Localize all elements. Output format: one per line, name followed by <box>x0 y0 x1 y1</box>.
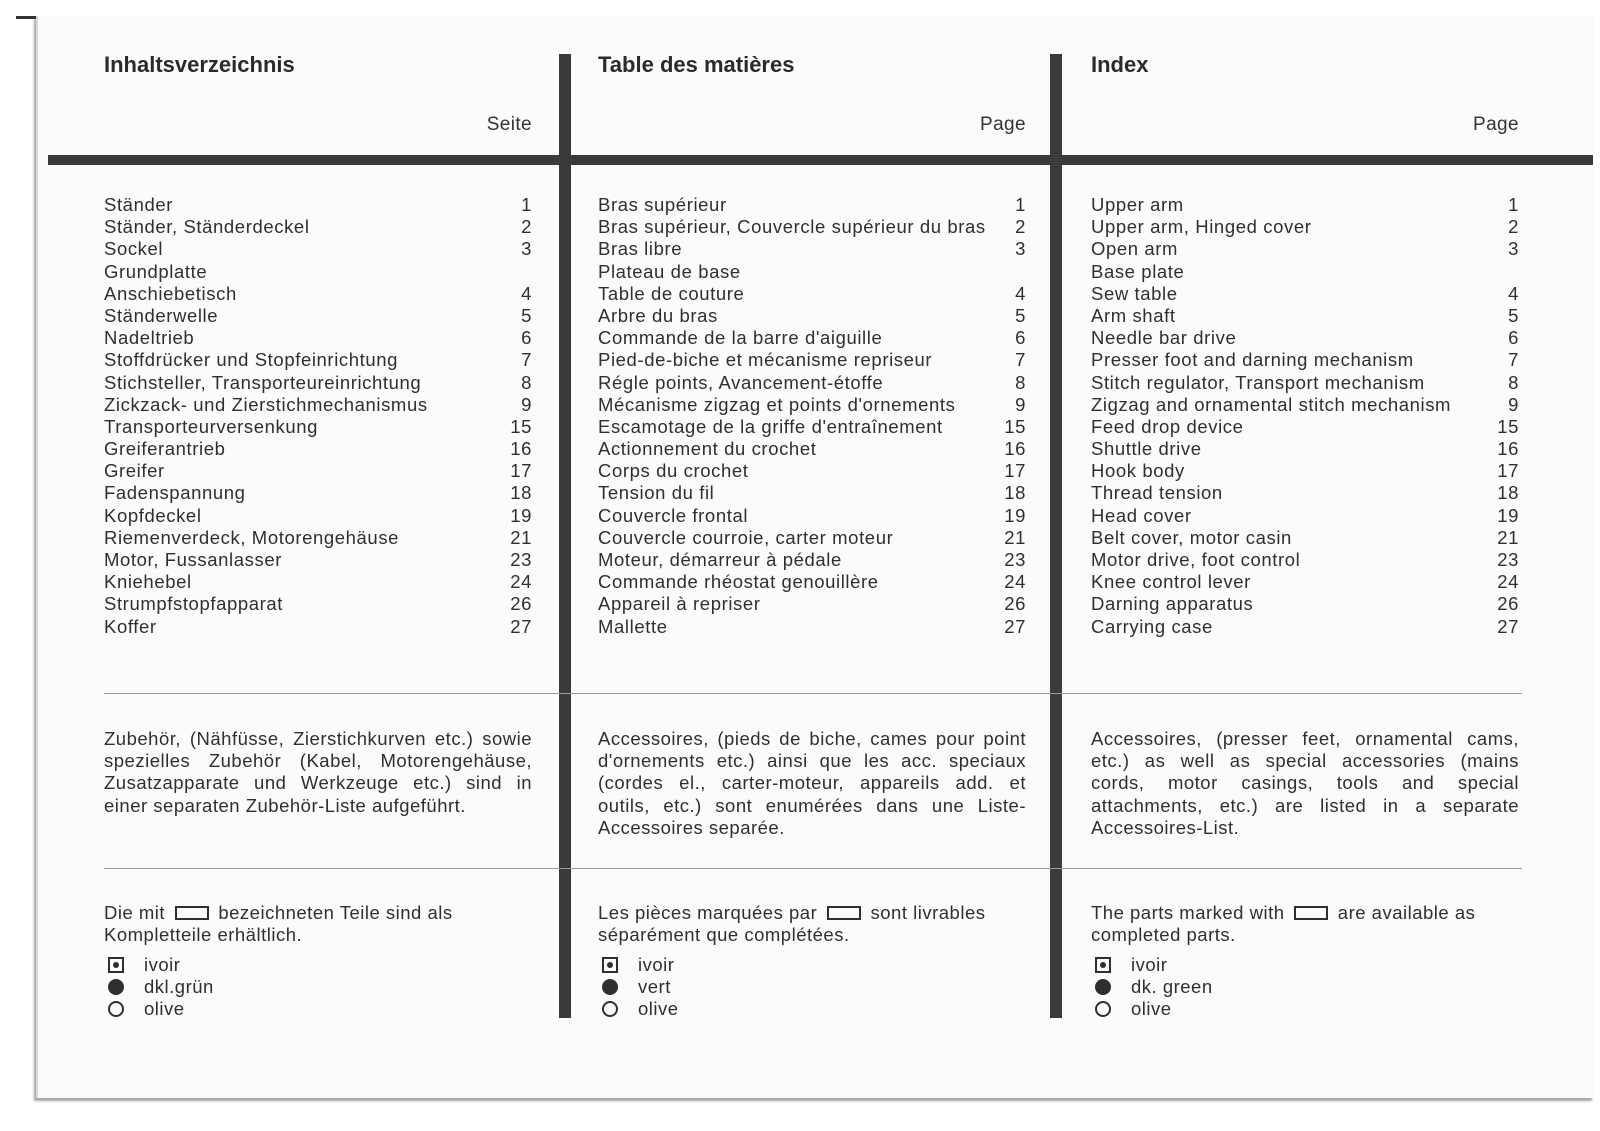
toc-entry <box>1091 460 1519 482</box>
toc-entry-label: Bras supérieur, Couvercle supérieur du bras <box>598 216 986 238</box>
toc-entry-page: 2 <box>1508 216 1519 238</box>
toc-entry-page: 24 <box>510 571 532 593</box>
accessories-note: Accessoires, (pieds de biche, cames pour point d'ornements etc.) ainsi que les acc. speciaux (cordes el., carter-moteur, appareils add. et outils, etc.) sont enumérées dans une Liste-Accessoires separée. <box>598 728 1026 838</box>
marked-rectangle-icon <box>1294 906 1328 920</box>
toc-entry-label: Koffer <box>104 615 157 637</box>
toc-entry <box>1091 571 1519 593</box>
toc-entry-page: 18 <box>1497 482 1519 504</box>
toc-entry-label: Grundplatte <box>104 260 208 282</box>
toc-entry-label: Stitch regulator, Transport mechanism <box>1091 371 1425 393</box>
toc-entry <box>104 372 532 394</box>
open-circle-icon <box>1095 1001 1111 1017</box>
toc-entry-page: 5 <box>1015 304 1026 326</box>
toc-entry-page: 15 <box>1004 415 1026 437</box>
open-circle-icon <box>602 1001 618 1017</box>
toc-column-english <box>1091 0 1519 1131</box>
toc-entry-page: 27 <box>510 615 532 637</box>
toc-entry-label: Greiferantrieb <box>104 438 226 460</box>
toc-entry-label: Base plate <box>1091 260 1185 282</box>
toc-entry-page: 8 <box>1508 371 1519 393</box>
toc-entry-page: 26 <box>1004 593 1026 615</box>
toc-entry-label: Motor drive, foot control <box>1091 549 1301 570</box>
toc-entry <box>1091 283 1519 305</box>
legend-label: ivoir <box>144 954 181 976</box>
toc-entry-page: 16 <box>1497 438 1519 460</box>
toc-entry-label: Needle bar drive <box>1091 327 1237 349</box>
toc-entry-page: 8 <box>521 371 532 393</box>
toc-entry-label: Open arm <box>1091 238 1179 260</box>
toc-entry <box>598 482 1026 504</box>
toc-entry-label: Ständer, Ständerdeckel <box>104 216 310 238</box>
toc-entry-page: 6 <box>521 327 532 349</box>
toc-entry-label: Pied-de-biche et mécanisme repriseur <box>598 349 933 371</box>
toc-list <box>104 194 532 638</box>
toc-entry-label: Commande rhéostat genouillère <box>598 571 879 593</box>
toc-entry <box>598 238 1026 260</box>
toc-entry <box>1091 394 1519 416</box>
toc-entry-page: 23 <box>510 549 532 570</box>
toc-entry-label: Bras supérieur <box>598 194 727 215</box>
toc-entry-label: Stichsteller, Transporteureinrichtung <box>104 371 422 393</box>
toc-entry-label: Bras libre <box>598 238 683 260</box>
toc-entry-page: 16 <box>1004 438 1026 460</box>
toc-entry-label: Head cover <box>1091 504 1192 526</box>
toc-entry-label: Transporteurversenkung <box>104 415 319 437</box>
toc-entry <box>104 549 532 571</box>
toc-entry <box>598 460 1026 482</box>
toc-entry-label: Nadeltrieb <box>104 327 195 349</box>
toc-entry-label: Upper arm <box>1091 194 1184 215</box>
square-dot-icon <box>602 957 618 973</box>
toc-entry-page: 9 <box>1508 393 1519 415</box>
toc-entry-page: 23 <box>1497 549 1519 570</box>
legend-label: olive <box>144 998 185 1020</box>
complete-parts-note <box>598 902 1026 946</box>
marked-rectangle-icon <box>827 906 861 920</box>
toc-entry-label: Greifer <box>104 460 165 482</box>
toc-entry <box>598 505 1026 527</box>
toc-entry-label: Corps du crochet <box>598 460 749 482</box>
toc-entry <box>598 616 1026 638</box>
toc-entry <box>1091 482 1519 504</box>
legend-item <box>1095 954 1213 976</box>
toc-entry-label: Moteur, démarreur à pédale <box>598 549 842 570</box>
toc-entry-label: Hook body <box>1091 460 1185 482</box>
toc-entry <box>104 438 532 460</box>
column-title: Table des matières <box>598 52 795 77</box>
toc-entry <box>104 216 532 238</box>
toc-entry <box>104 327 532 349</box>
toc-entry-label: Arbre du bras <box>598 304 718 326</box>
page-column-label: Page <box>1473 114 1519 135</box>
toc-entry-label: Upper arm, Hinged cover <box>1091 216 1312 238</box>
parts-note-lead: Les pièces marquées par <box>598 902 818 923</box>
toc-entry-page: 24 <box>1004 571 1026 593</box>
toc-entry <box>1091 593 1519 615</box>
toc-entry-page: 3 <box>1015 238 1026 260</box>
toc-entry <box>1091 438 1519 460</box>
toc-entry-page: 7 <box>1015 349 1026 371</box>
toc-entry <box>104 283 532 305</box>
toc-entry-label: Couvercle frontal <box>598 504 749 526</box>
parts-note-tail: sont livrables séparément que complétées. <box>598 902 986 946</box>
legend-label: vert <box>638 976 671 998</box>
toc-entry-page: 2 <box>521 216 532 238</box>
toc-entry-label: Zigzag and ornamental stitch mechanism <box>1091 393 1452 415</box>
legend-label: olive <box>1131 998 1172 1020</box>
toc-entry-label: Couvercle courroie, carter moteur <box>598 526 894 548</box>
toc-entry-page: 21 <box>1004 526 1026 548</box>
toc-entry <box>104 238 532 260</box>
square-dot-icon <box>108 957 124 973</box>
accessories-note: Zubehör, (Nähfüsse, Zierstichkurven etc.) sowie spezielles Zubehör (Kabel, Motorengehäuse, Zusatzapparate und Werkzeuge etc.) sind in einer separaten Zubehör-Liste aufgeführt. <box>104 728 532 816</box>
toc-entry <box>104 194 532 216</box>
toc-entry-label: Actionnement du crochet <box>598 438 817 460</box>
toc-entry-page: 9 <box>1015 393 1026 415</box>
toc-entry <box>598 549 1026 571</box>
toc-entry <box>598 305 1026 327</box>
toc-entry-page: 1 <box>1508 194 1519 215</box>
toc-entry-label: Kniehebel <box>104 571 192 593</box>
toc-entry <box>1091 216 1519 238</box>
toc-entry-page: 27 <box>1497 615 1519 637</box>
toc-entry <box>1091 238 1519 260</box>
toc-entry-page: 7 <box>1508 349 1519 371</box>
toc-entry-page: 26 <box>1497 593 1519 615</box>
color-legend <box>1095 954 1213 1021</box>
toc-entry <box>598 283 1026 305</box>
toc-entry-page: 1 <box>1015 194 1026 215</box>
toc-entry-label: Mécanisme zigzag et points d'ornements <box>598 393 956 415</box>
parts-note-tail: bezeichneten Teile sind als Kompletteile erhältlich. <box>104 902 453 946</box>
toc-entry <box>104 416 532 438</box>
parts-note-lead: Die mit <box>104 902 166 923</box>
toc-entry <box>104 394 532 416</box>
toc-entry-label: Feed drop device <box>1091 415 1244 437</box>
complete-parts-note <box>1091 902 1519 946</box>
toc-entry-label: Shuttle drive <box>1091 438 1202 460</box>
toc-entry <box>598 438 1026 460</box>
toc-entry-page: 27 <box>1004 615 1026 637</box>
open-circle-icon <box>108 1001 124 1017</box>
parts-note-lead: The parts marked with <box>1091 902 1285 923</box>
legend-item <box>602 954 679 976</box>
toc-entry-label: Knee control lever <box>1091 571 1251 593</box>
toc-entry <box>1091 349 1519 371</box>
toc-entry-label: Table de couture <box>598 282 745 304</box>
toc-entry-page: 21 <box>510 526 532 548</box>
toc-entry <box>104 349 532 371</box>
column-divider-1 <box>559 54 571 1018</box>
toc-entry-label: Arm shaft <box>1091 304 1176 326</box>
toc-entry-page: 26 <box>510 593 532 615</box>
marked-rectangle-icon <box>175 906 209 920</box>
legend-label: ivoir <box>638 954 675 976</box>
toc-entry <box>104 305 532 327</box>
toc-entry-label: Régle points, Avancement-étoffe <box>598 371 884 393</box>
toc-entry-page: 5 <box>1508 304 1519 326</box>
legend-item <box>602 998 679 1020</box>
toc-entry <box>1091 505 1519 527</box>
toc-entry-page: 19 <box>510 504 532 526</box>
toc-entry-page: 4 <box>521 282 532 304</box>
toc-entry-label: Strumpfstopfapparat <box>104 593 284 615</box>
toc-entry-label: Darning apparatus <box>1091 593 1254 615</box>
toc-entry-page: 18 <box>510 482 532 504</box>
parts-note-tail: are available as completed parts. <box>1091 902 1476 946</box>
toc-entry-label: Sew table <box>1091 282 1178 304</box>
toc-entry <box>1091 261 1519 283</box>
toc-entry-label: Riemenverdeck, Motorengehäuse <box>104 526 400 548</box>
page-column-label: Seite <box>486 114 532 135</box>
toc-entry-label: Fadenspannung <box>104 482 246 504</box>
complete-parts-note <box>104 902 532 946</box>
toc-entry <box>1091 327 1519 349</box>
toc-entry-label: Anschiebetisch <box>104 282 237 304</box>
legend-item <box>108 976 214 998</box>
toc-entry-label: Commande de la barre d'aiguille <box>598 327 883 349</box>
toc-list <box>598 194 1026 638</box>
toc-entry <box>104 571 532 593</box>
color-legend <box>108 954 214 1021</box>
toc-entry <box>598 216 1026 238</box>
toc-list <box>1091 194 1519 638</box>
toc-entry-page: 23 <box>1004 549 1026 570</box>
toc-entry-label: Belt cover, motor casin <box>1091 526 1292 548</box>
toc-entry <box>1091 194 1519 216</box>
toc-entry-page: 15 <box>510 415 532 437</box>
toc-entry-page: 9 <box>521 393 532 415</box>
toc-entry-page: 2 <box>1015 216 1026 238</box>
filled-circle-icon <box>1095 979 1111 995</box>
toc-entry-label: Escamotage de la griffe d'entraînement <box>598 415 943 437</box>
toc-entry <box>1091 416 1519 438</box>
legend-label: olive <box>638 998 679 1020</box>
toc-entry <box>104 527 532 549</box>
legend-label: dkl.grün <box>144 976 214 998</box>
toc-entry <box>598 527 1026 549</box>
toc-entry-label: Mallette <box>598 615 668 637</box>
toc-entry-page: 17 <box>1497 460 1519 482</box>
toc-entry-page: 6 <box>1015 327 1026 349</box>
toc-entry-label: Plateau de base <box>598 260 741 282</box>
toc-entry <box>1091 616 1519 638</box>
column-divider-2 <box>1050 54 1062 1018</box>
toc-column-french <box>598 0 1026 1131</box>
toc-entry <box>1091 305 1519 327</box>
toc-entry <box>1091 527 1519 549</box>
toc-entry-page: 3 <box>1508 238 1519 260</box>
toc-entry-page: 24 <box>1497 571 1519 593</box>
toc-entry <box>598 416 1026 438</box>
toc-entry <box>1091 372 1519 394</box>
toc-entry <box>598 372 1026 394</box>
toc-entry <box>598 349 1026 371</box>
toc-entry-label: Motor, Fussanlasser <box>104 549 282 570</box>
toc-entry <box>104 460 532 482</box>
column-title: Index <box>1091 52 1149 77</box>
toc-entry-page: 7 <box>521 349 532 371</box>
toc-entry-label: Presser foot and darning mechanism <box>1091 349 1414 371</box>
toc-entry-label: Sockel <box>104 238 164 260</box>
legend-item <box>108 954 214 976</box>
toc-entry <box>598 261 1026 283</box>
toc-entry-page: 3 <box>521 238 532 260</box>
column-title: Inhaltsverzeichnis <box>104 52 295 77</box>
accessories-note: Accessoires, (presser feet, ornamental cams, etc.) as well as special accessories (mains cords, motor casings, tools and special attachments, etc.) are listed in a separate Accessoires-List. <box>1091 728 1519 838</box>
toc-entry-page: 15 <box>1497 415 1519 437</box>
toc-entry <box>598 593 1026 615</box>
toc-entry-page: 5 <box>521 304 532 326</box>
legend-item <box>602 976 679 998</box>
toc-entry-page: 17 <box>1004 460 1026 482</box>
toc-entry <box>104 505 532 527</box>
square-dot-icon <box>1095 957 1111 973</box>
toc-entry-page: 18 <box>1004 482 1026 504</box>
filled-circle-icon <box>602 979 618 995</box>
toc-entry-page: 4 <box>1015 282 1026 304</box>
toc-entry <box>104 616 532 638</box>
toc-entry <box>104 593 532 615</box>
toc-entry-label: Kopfdeckel <box>104 504 202 526</box>
toc-entry <box>598 571 1026 593</box>
toc-entry-page: 17 <box>510 460 532 482</box>
toc-entry <box>1091 549 1519 571</box>
toc-entry <box>104 261 532 283</box>
page-column-label: Page <box>980 114 1026 135</box>
toc-entry <box>598 327 1026 349</box>
color-legend <box>602 954 679 1021</box>
legend-item <box>108 998 214 1020</box>
legend-label: dk. green <box>1131 976 1213 998</box>
toc-entry-page: 6 <box>1508 327 1519 349</box>
toc-entry-label: Zickzack- und Zierstichmechanismus <box>104 393 428 415</box>
toc-entry <box>598 194 1026 216</box>
toc-entry-page: 8 <box>1015 371 1026 393</box>
toc-entry-label: Appareil à repriser <box>598 593 761 615</box>
toc-entry <box>104 482 532 504</box>
toc-entry-label: Ständerwelle <box>104 304 219 326</box>
toc-entry-page: 4 <box>1508 282 1519 304</box>
filled-circle-icon <box>108 979 124 995</box>
legend-item <box>1095 976 1213 998</box>
legend-item <box>1095 998 1213 1020</box>
toc-entry-page: 16 <box>510 438 532 460</box>
toc-entry <box>598 394 1026 416</box>
toc-column-german <box>104 0 532 1131</box>
toc-entry-page: 1 <box>521 194 532 215</box>
toc-entry-label: Stoffdrücker und Stopfeinrichtung <box>104 349 399 371</box>
toc-entry-label: Carrying case <box>1091 615 1213 637</box>
legend-label: ivoir <box>1131 954 1168 976</box>
toc-entry-label: Thread tension <box>1091 482 1223 504</box>
toc-entry-label: Tension du fil <box>598 482 715 504</box>
toc-entry-page: 19 <box>1004 504 1026 526</box>
toc-entry-page: 19 <box>1497 504 1519 526</box>
toc-entry-label: Ständer <box>104 194 173 215</box>
toc-entry-page: 21 <box>1497 526 1519 548</box>
